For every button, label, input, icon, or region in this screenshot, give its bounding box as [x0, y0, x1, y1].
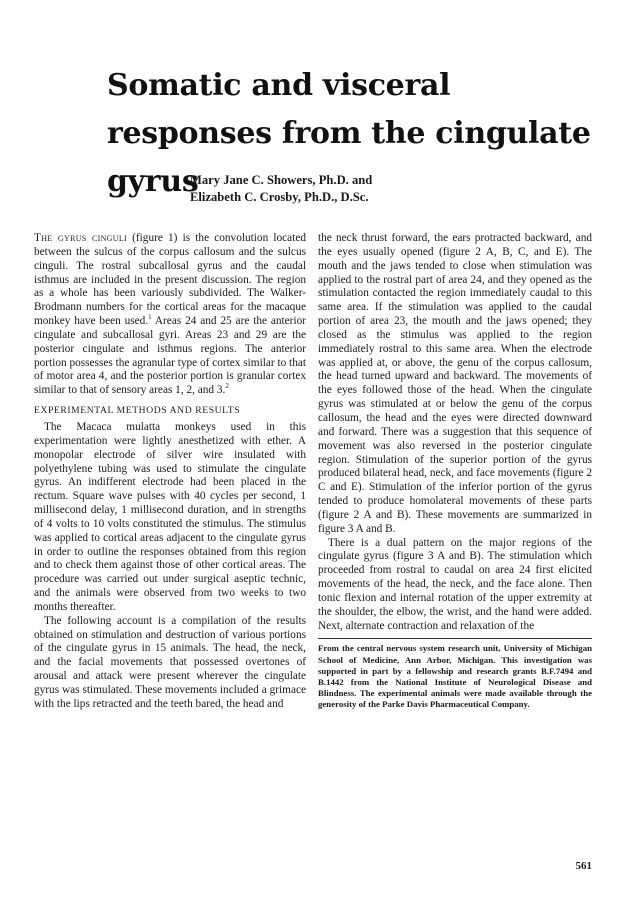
right-column — [318, 232, 592, 711]
dual-pattern-paragraph: There is a dual pattern on the major regions of the cingulate gyrus (figure 3 A and B). The stimulation which proceeded from rostral to caudal on area 24 first elicited movements of the head, the neck, and the face alone. Then tonic flexion and internal rotation of the upper extremity at the shoulder, the elbow, the wrist, and the hand were added. Next, alternate contraction and relaxation of the — [318, 536, 592, 632]
results-continued-paragraph: the neck thrust forward, the ears protracted backward, and the eyes usually opened (figure 2 A, B, C, and E). The mouth and the jaws tended to close when stimulation was applied to the rostral part of area 24, and they opened as the stimulation contacted the region immediately caudal to this same area. If the stimulation was applied to the caudal portion of area 23, the mouth and the jaws opened; they closed as the stimulus was applied to the region immediately rostral to this same area. When the electrode was applied at, or above, the genu of the corpus callosum, the head turned upward and backward. The movements of the eyes followed those of the head. When the cingulate gyrus was stimulated at or below the genu of the corpus callosum, the head and the eyes were directed downward and forward. There was a suggestion that this sequence of movement was also reversed in the posterior cingulate region. Stimulation of the superior portion of the gyrus produced bilateral head, neck, and face movements (figure 2 C and E). Stimulation of the inferior portion of the gyrus tended to produce homolateral movements of these parts (figure 2 A and B). These movements are summarized in figure 3 A and B. — [318, 232, 592, 535]
intro-paragraph — [34, 232, 306, 398]
author-line-1: Mary Jane C. Showers, Ph.D. and — [190, 173, 373, 187]
author-block — [190, 172, 570, 206]
intro-text-b: Areas 24 and 25 are the anterior cingulate and subcallosal gyri. Areas 23 and 29 are the posterior cingulate and isthmus regions. The anterior portion possesses the agranular type of cortex similar to that of motor area 4, and the posterior portion is granular cortex similar to that of sensory areas 1, 2, and 3. — [34, 315, 306, 397]
results-paragraph: The following account is a compilation of the results obtained on stimulation and destruction of various portions of the cingulate gyrus in 15 animals. The head, the neck, and the facial movements that possessed overtones of arousal and attack were present wherever the cingulate gyrus was stimulated. These movements included a grimace with the lips retracted and the teeth bared, the head and — [34, 614, 306, 710]
section-heading: EXPERIMENTAL METHODS AND RESULTS — [34, 405, 241, 417]
footnote-divider — [318, 638, 592, 639]
left-column — [34, 232, 306, 712]
methods-paragraph: The Macaca mulatta monkeys used in this experimentation were lightly anesthetized with ether. A monopolar electrode of silver wire insulated with polyethylene tubing was used to stimulate the cingulate gyrus. An indifferent electrode had been placed in the rectum. Square wave pulses with 40 cycles per second, 1 millisecond delay, 1 millisecond duration, and in strengths of 4 volts to 10 volts constituted the stimulus. The stimulus was applied to cortical areas adjacent to the cingulate gyrus in order to outline the responses obtained from this region and to check them against those of other cortical areas. The procedure was carried out under surgical aseptic technic, and the animals were observed from two weeks to two months thereafter. — [34, 420, 306, 613]
page-number: 561 — [575, 860, 592, 872]
lead-smallcaps: The gyrus cinguli — [34, 232, 127, 244]
article-title: Somatic and visceral responses from the cingulate gyrus — [107, 68, 591, 199]
reference-2: 2 — [225, 382, 229, 391]
reference-1: 1 — [148, 313, 152, 322]
intro-text-a: (figure 1) is the convolution located between the sulcus of the corpus callosum and the sulcus cinguli. The rostral subcallosal gyrus and the caudal isthmus are included in the present discussion. The region as a whole has been variously subdivided. The Walker-Brodmann numbers for the cortical areas for the macaque monkey have been used. — [34, 232, 306, 328]
author-line-2: Elizabeth C. Crosby, Ph.D., D.Sc. — [190, 190, 369, 204]
footnote: From the central nervous system research unit, University of Michigan School of Medicine, Ann Arbor, Michigan. This investigation was supported in part by a fellowship and research grants B.F.7494 and B.1442 from the National Institute of Neurological Disease and Blindness. The experimental animals were made available through the generosity of the Parke Davis Pharmaceutical Company. — [318, 643, 592, 710]
